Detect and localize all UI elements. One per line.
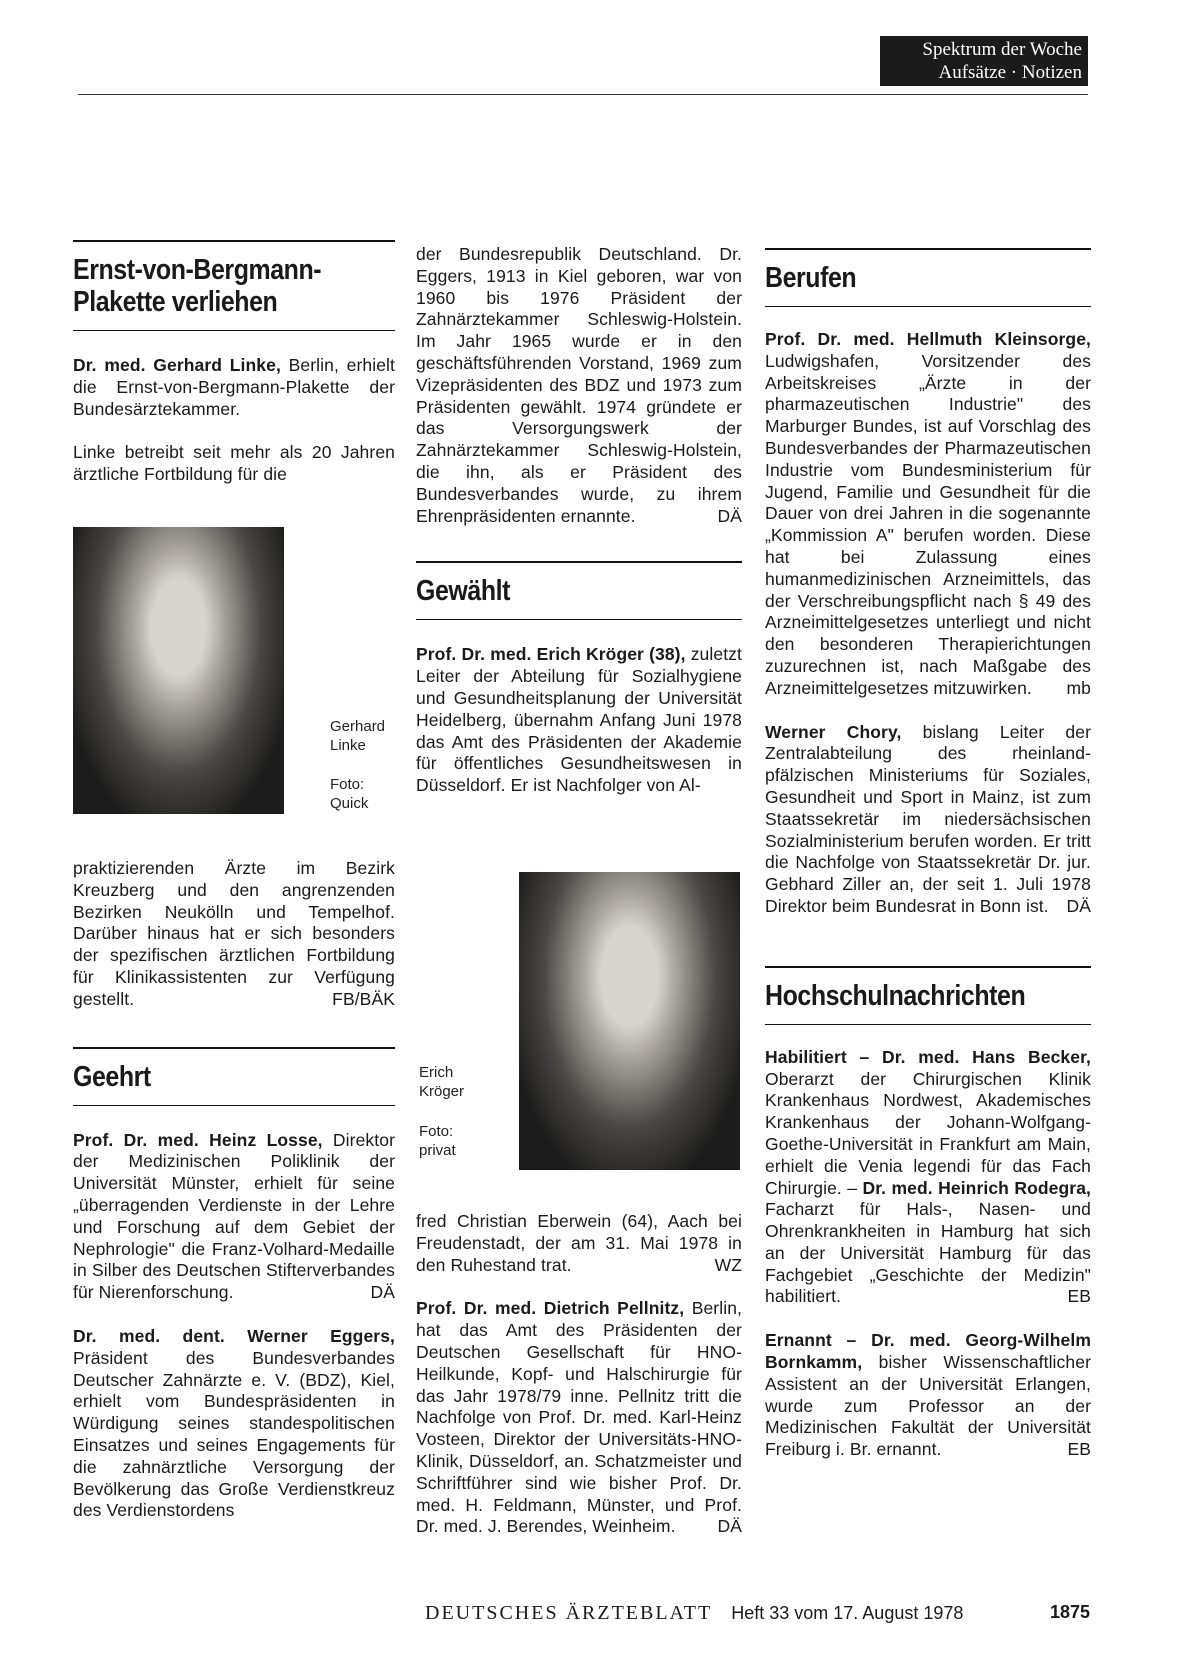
issue-info: Heft 33 vom 17. August 1978 bbox=[731, 1603, 964, 1623]
article-kroeger-cont bbox=[416, 1211, 742, 1276]
column-2-lower bbox=[416, 1211, 742, 1538]
signature: EB bbox=[1067, 1439, 1091, 1460]
signature: DÄ bbox=[717, 505, 742, 526]
article-linke-p3 bbox=[73, 858, 395, 1011]
article-text: bislang Leiter der Zentralabteilung des rheinland-pfälzischen Ministeriums für Soziales, Gesundheit und Sport in Mainz, ist zum Staatssekretär im niedersächsischen Sozialministerium berufen worden. Er tritt die Nachfolge von Staatssekretär Dr. jur. Gebhard Ziller an, der seit 1. Juli 1978 Direktor beim Bundesrat in Bonn ist. bbox=[765, 721, 1092, 916]
person-name: Habilitiert – Dr. med. Hans Becker, bbox=[765, 1046, 1091, 1067]
section-label-line2: Aufsätze · Notizen bbox=[938, 62, 1082, 83]
article-kroeger bbox=[416, 644, 742, 797]
heading-hochschulnachrichten: Hochschulnachrichten bbox=[765, 979, 1026, 1012]
heading-block-gewaehlt bbox=[416, 561, 742, 620]
heading-gewaehlt: Gewählt bbox=[416, 575, 511, 608]
signature: WZ bbox=[714, 1254, 742, 1275]
section-label bbox=[880, 36, 1088, 86]
article-linke-p2: Linke betreibt seit mehr als 20 Jahren ärztliche Fortbildung für die bbox=[73, 442, 395, 485]
column-1-lower bbox=[73, 858, 395, 1522]
article-text: der Bundesrepublik Deutschland. Dr. Eggers, 1913 in Kiel geboren, war von 1960 bis 1976 Präsident der Zahnärztekammer Schleswig-Holstein. Im Jahr 1965 wurde er in den geschäftsführenden Vorstand, 1969 zum Vizepräsidenten des BDZ und 1973 zum Präsidenten gewählt. 1974 gründete er das Versorgungswerk der Zahnärztekammer Schleswig-Holstein, die ihn, als er Präsident des Bundesverbandes wurde, zu ihrem Ehrenpräsidenten ernannte. bbox=[416, 244, 742, 526]
person-name: Werner Chory, bbox=[765, 721, 902, 742]
credit-line: Foto: bbox=[330, 776, 365, 793]
photo-credit-linke bbox=[330, 775, 368, 813]
heading-geehrt: Geehrt bbox=[73, 1060, 151, 1093]
heading-block-berufen bbox=[765, 248, 1091, 307]
caption-line: Linke bbox=[330, 737, 366, 754]
heading-block-bergmann bbox=[73, 240, 395, 331]
person-name: Prof. Dr. med. Dietrich Pellnitz, bbox=[416, 1298, 685, 1319]
signature: EB bbox=[1067, 1286, 1091, 1307]
article-text: Oberarzt der Chirurgischen Klinik Krankenhaus Nordwest, Akademisches Krankenhaus der Johann-Wolfgang-Goethe-Universität in Frankfurt am Main, erhielt die Venia legendi für das Fach Chirurgie. – bbox=[765, 1068, 1091, 1198]
credit-line: Quick bbox=[330, 795, 369, 812]
heading-block-geehrt bbox=[73, 1047, 395, 1106]
article-pellnitz bbox=[416, 1298, 742, 1538]
person-name: Ernannt – Dr. med. Georg-Wilhelm Bornkamm, bbox=[765, 1330, 1091, 1373]
article-text: zuletzt Leiter der Abteilung für Sozialhygiene und Gesundheitsplanung der Universität Heidelberg, übernahm Anfang Juni 1978 das Amt des Präsidenten der Akademie für öffentliches Gesundheitswesen in Düsseldorf. Er ist Nachfolger von Al- bbox=[416, 644, 742, 796]
article-kleinsorge bbox=[765, 329, 1091, 700]
caption-line: Kröger bbox=[419, 1083, 465, 1100]
signature: FB/BÄK bbox=[332, 988, 395, 1009]
article-eggers-cont bbox=[416, 244, 742, 527]
person-name: Dr. med. Heinrich Rodegra, bbox=[857, 1177, 1091, 1198]
person-name: Prof. Dr. med. Heinz Losse, bbox=[73, 1129, 323, 1150]
article-text: Präsident des Bundesverbandes Deutscher Zahnärzte e. V. (BDZ), Kiel, erhielt vom Bundespräsidenten in Würdigung seines standespolitischen Einsatzes und seines Engagements für die zahnärztliche Versorgung der Bevölkerung das Große Verdienstkreuz des Verdienstordens bbox=[73, 1347, 395, 1521]
person-name: Prof. Dr. med. Hellmuth Kleinsorge, bbox=[765, 329, 1091, 349]
article-text: Direktor der Medizinischen Poliklinik der Universität Münster, erhielt für seine „überragenden Verdienste in der Lehre und Forschung auf dem Gebiet der Nephrologie" die Franz-Volhard-Medaille in Silber des Deutschen Stifterverbandes für Nierenforschung. bbox=[73, 1129, 395, 1303]
signature: DÄ bbox=[370, 1282, 395, 1303]
page-footer bbox=[425, 1602, 1090, 1625]
article-text: Ludwigshafen, Vorsitzender des Arbeitskreises „Ärzte in der pharmazeutischen Industrie" des Marburger Bundes, ist auf Vorschlag des Bundesverbandes der Pharmazeutischen Industrie vom Bundesministerium für Jugend, Familie und Gesundheit für die Dauer von drei Jahren in die sogenannte „Kommission A" berufen worden. Diese hat bei Zulassung eines humanmedizinischen Arzneimittels, das der Verschreibungspflicht nach § 49 des Arzneimittelgesetzes unterliegt und nicht den besonderen Therapierichtungen zuzurechnen ist, nach Maßgabe des Arzneimittelgesetzes mitzuwirken. bbox=[765, 350, 1091, 698]
heading-bergmann-line2: Plakette verliehen bbox=[73, 286, 278, 318]
article-text: bisher Wissenschaftlicher Assistent an der Universität Erlangen, wurde zum Professor an der Medizinischen Fakultät der Universität Freiburg i. Br. ernannt. bbox=[765, 1352, 1091, 1460]
signature: DÄ bbox=[717, 1516, 742, 1537]
article-eggers bbox=[73, 1326, 395, 1522]
page-number: 1875 bbox=[1049, 1602, 1090, 1622]
person-name: Dr. med. dent. Werner Eggers, bbox=[73, 1325, 395, 1346]
article-text: Facharzt für Hals-, Nasen- und Ohrenkrankheiten in Hamburg hat sich an der Universität Hamburg für das Fachgebiet „Geschichte der Medizin" habilitiert. bbox=[765, 1199, 1091, 1307]
portrait-photo-linke bbox=[73, 527, 284, 814]
credit-line: privat bbox=[419, 1142, 456, 1159]
caption-line: Erich bbox=[419, 1064, 454, 1081]
photo-credit-kroeger bbox=[419, 1122, 456, 1160]
person-name: Prof. Dr. med. Erich Kröger (38), bbox=[416, 644, 686, 665]
heading-block-hochschul bbox=[765, 966, 1091, 1025]
article-text: praktizierenden Ärzte im Bezirk Kreuzberg und den angrenzenden Bezirken Neukölln und Tempelhof. Darüber hinaus hat er sich besonders der spezifischen ärztlichen Fortbildung für Klinikassistenten zur Verfügung gestellt. bbox=[73, 858, 395, 1009]
photo-caption-kroeger bbox=[419, 1063, 464, 1101]
article-text: Berlin, erhielt die Ernst-von-Bergmann-Plakette der Bundesärztekammer. bbox=[73, 355, 395, 419]
credit-line: Foto: bbox=[419, 1123, 454, 1140]
signature: DÄ bbox=[1066, 895, 1091, 916]
column-2 bbox=[416, 244, 742, 797]
article-becker bbox=[765, 1047, 1091, 1309]
article-chory bbox=[765, 722, 1091, 918]
portrait-photo-kroeger bbox=[519, 872, 740, 1170]
section-label-line1: Spektrum der Woche bbox=[922, 39, 1082, 60]
heading-bergmann-line1: Ernst-von-Bergmann- bbox=[73, 254, 322, 286]
person-name: Dr. med. Gerhard Linke, bbox=[73, 355, 281, 375]
photo-caption-linke bbox=[330, 717, 385, 755]
heading-berufen: Berufen bbox=[765, 262, 857, 294]
header-rule bbox=[78, 94, 1088, 95]
article-bornkamm bbox=[765, 1330, 1091, 1461]
article-text: fred Christian Eberwein (64), Aach bei Freudenstadt, der am 31. Mai 1978 in den Ruhestand trat. bbox=[416, 1211, 742, 1275]
journal-name: DEUTSCHES ÄRZTEBLATT bbox=[425, 1602, 713, 1624]
signature: mb bbox=[1066, 677, 1091, 698]
caption-line: Gerhard bbox=[330, 718, 386, 735]
article-text: Berlin, hat das Amt des Präsidenten der Deutschen Gesellschaft für HNO-Heilkunde, Kopf- und Halschirurgie für das Jahr 1978/79 inne. Pellnitz tritt die Nachfolge von Prof. Dr. med. Karl-Heinz Vosteen, Direktor der Universitäts-HNO-Klinik, Düsseldorf, an. Schatzmeister und Schriftführer sind wie bisher Prof. Dr. med. H. Feldmann, Münster, und Prof. Dr. med. J. Berendes, Weinheim. bbox=[416, 1298, 742, 1537]
column-3 bbox=[765, 248, 1091, 1461]
column-1 bbox=[73, 240, 395, 486]
article-linke-p1 bbox=[73, 355, 395, 420]
article-losse bbox=[73, 1130, 395, 1304]
